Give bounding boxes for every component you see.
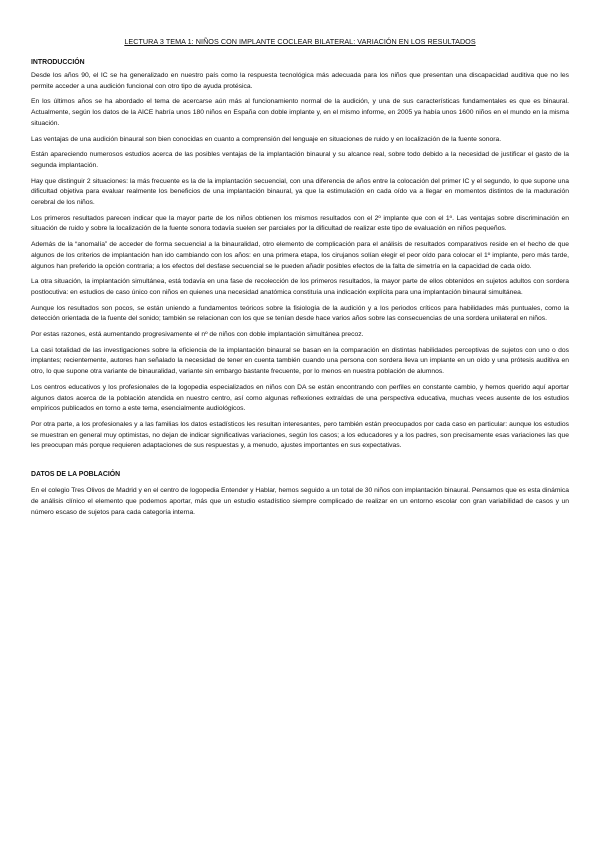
paragraph: En los últimos años se ha abordado el tema de acercarse aún más al funcionamiento normal de la audición, y una de sus características fundamentales es que es binaural. Actualmente, según los datos de la AICE habría unos 180 niños en España con doble implante y, en el mismo informe, en 2005 ya había unos 1600 niños en el mundo en la misma situación. (31, 98, 569, 127)
paragraph: Están apareciendo numerosos estudios acerca de las posibles ventajas de la implantación binaural y su alcance real, sobre todo debido a la necesidad de justificar el gasto de la segunda implantación. (31, 151, 569, 169)
paragraph: Por estas razones, está aumentando progresivamente el nº de niños con doble implantación simultánea precoz. (31, 331, 364, 339)
paragraph: Desde los años 90, el IC se ha generalizado en nuestro país como la respuesta tecnológica más adecuada para los niños que presentan una discapacidad auditiva que no les permite acceder a una audición funcional con otro tipo de ayuda protésica. (31, 72, 569, 90)
paragraph: Aunque los resultados son pocos, se están uniendo a fundamentos teóricos sobre la fisiología de la audición y a los periodos críticos para habilidades más puntuales, como la detección orientada de la fuente del sonido; también se relacionan con los que se tenían desde hace varios años sobre las consecuencias de una sordera unilateral en niños. (31, 304, 569, 323)
document-title: LECTURA 3 TEMA 1: NIÑOS CON IMPLANTE COCLEAR BILATERAL: VARIACIÓN EN LOS RESULTADOS (124, 37, 476, 46)
paragraph: En el colegio Tres Olivos de Madrid y en el centro de logopedia Entender y Hablar, hemos seguido a un total de 30 niños con implantación binaural. Pensamos que es esta dinámica de análisis clínico el elemento que podemos aportar, más que un estudio estadístico siempre complicado de realizar en un entorno escolar con gran variabilidad de casos y un número escaso de sujetos para cada categoría interna. (31, 487, 569, 516)
paragraph: Hay que distinguir 2 situaciones: la más frecuente es la de la implantación secuencial, con una diferencia de años entre la colocación del primer IC y el segundo, lo que supone una dificultad objetiva para evaluar realmente los beneficios de una implantación binaural, ya que la estimulación en cada oído va a llegar en momentos distintos de la maduración cerebral de los niños. (31, 177, 569, 207)
paragraph: Las ventajas de una audición binaural son bien conocidas en cuanto a comprensión del lenguaje en situaciones de ruido y en localización de la fuente sonora. (31, 135, 502, 143)
paragraph: La casi totalidad de las investigaciones sobre la eficiencia de la implantación binaural se basan en la comparación en distintas habilidades perceptivas de sujetos con uno o dos implantes; recientemente, autores han señalado la necesidad de tener en cuenta también cuando una persona con sordera lleva un implante en un oído y una prótesis auditiva en otro, lo que supone otra variante de binauralidad, variante sin embargo bastante frecuente, por lo menos en nuestra población de alumnos. (31, 346, 569, 376)
section-heading-datos-poblacion: DATOS DE LA POBLACIÓN (31, 471, 121, 479)
paragraph: Además de la “anomalía” de acceder de forma secuencial a la binauralidad, otro elemento de complicación para el análisis de resultados comparativos reside en el hecho de que algunos de los criterios de implantación han ido cambiando con los años: en una primera etapa, los cirujanos solían elegir el peor oído para colocar el 1º implante, pero más tarde, algunos han preferido la opción contraria; a los efectos del desfase secuencial se le pueden añadir posibles efectos de la falta de simetría en la capacidad de cada oído. (31, 241, 569, 270)
paragraph: Los centros educativos y los profesionales de la logopedia especializados en niños con DA se están encontrando con perfiles en constante cambio, y hemos querido aquí aportar algunos datos acerca de la población atendida en nuestro centro, así como algunas reflexiones extraídas de una perspectiva educativa, muchas veces ausente de los estudios empíricos publicados en torno a este tema, esencialmente audiológicos. (31, 383, 569, 413)
section-heading-introduccion: INTRODUCCIÓN (31, 59, 85, 66)
paragraph: Por otra parte, a los profesionales y a las familias los datos estadísticos les resultan interesantes, pero también están preocupados por cada caso en particular: aunque los estudios se muestran en general muy optimistas, no dejan de indicar significativas variaciones, según los casos; a los educadores y a los padres, son precisamente esas variaciones las que les preocupan más porque requieren adaptaciones de sus respuestas y, a menudo, ajustes importantes en sus expectativas. (31, 420, 569, 450)
paragraph: La otra situación, la implantación simultánea, está todavía en una fase de recolección de los primeros resultados, la mayor parte de ellos obtenidos en sujetos adultos con sordera postlocutiva: en estudios de caso único con niños en quienes una necesidad anatómica constituía una indicación explícita para una implantación binaural simultánea. (31, 278, 569, 296)
paragraph: Los primeros resultados parecen indicar que la mayor parte de los niños obtienen los mismos resultados con el 2º implante que con el 1º. Las ventajas sobre discriminación en situación de ruido y sobre la localización de la fuente sonora todavía suelen ser parciales por la dificultad de realizar este tipo de evaluación en niños pequeños. (31, 214, 569, 233)
